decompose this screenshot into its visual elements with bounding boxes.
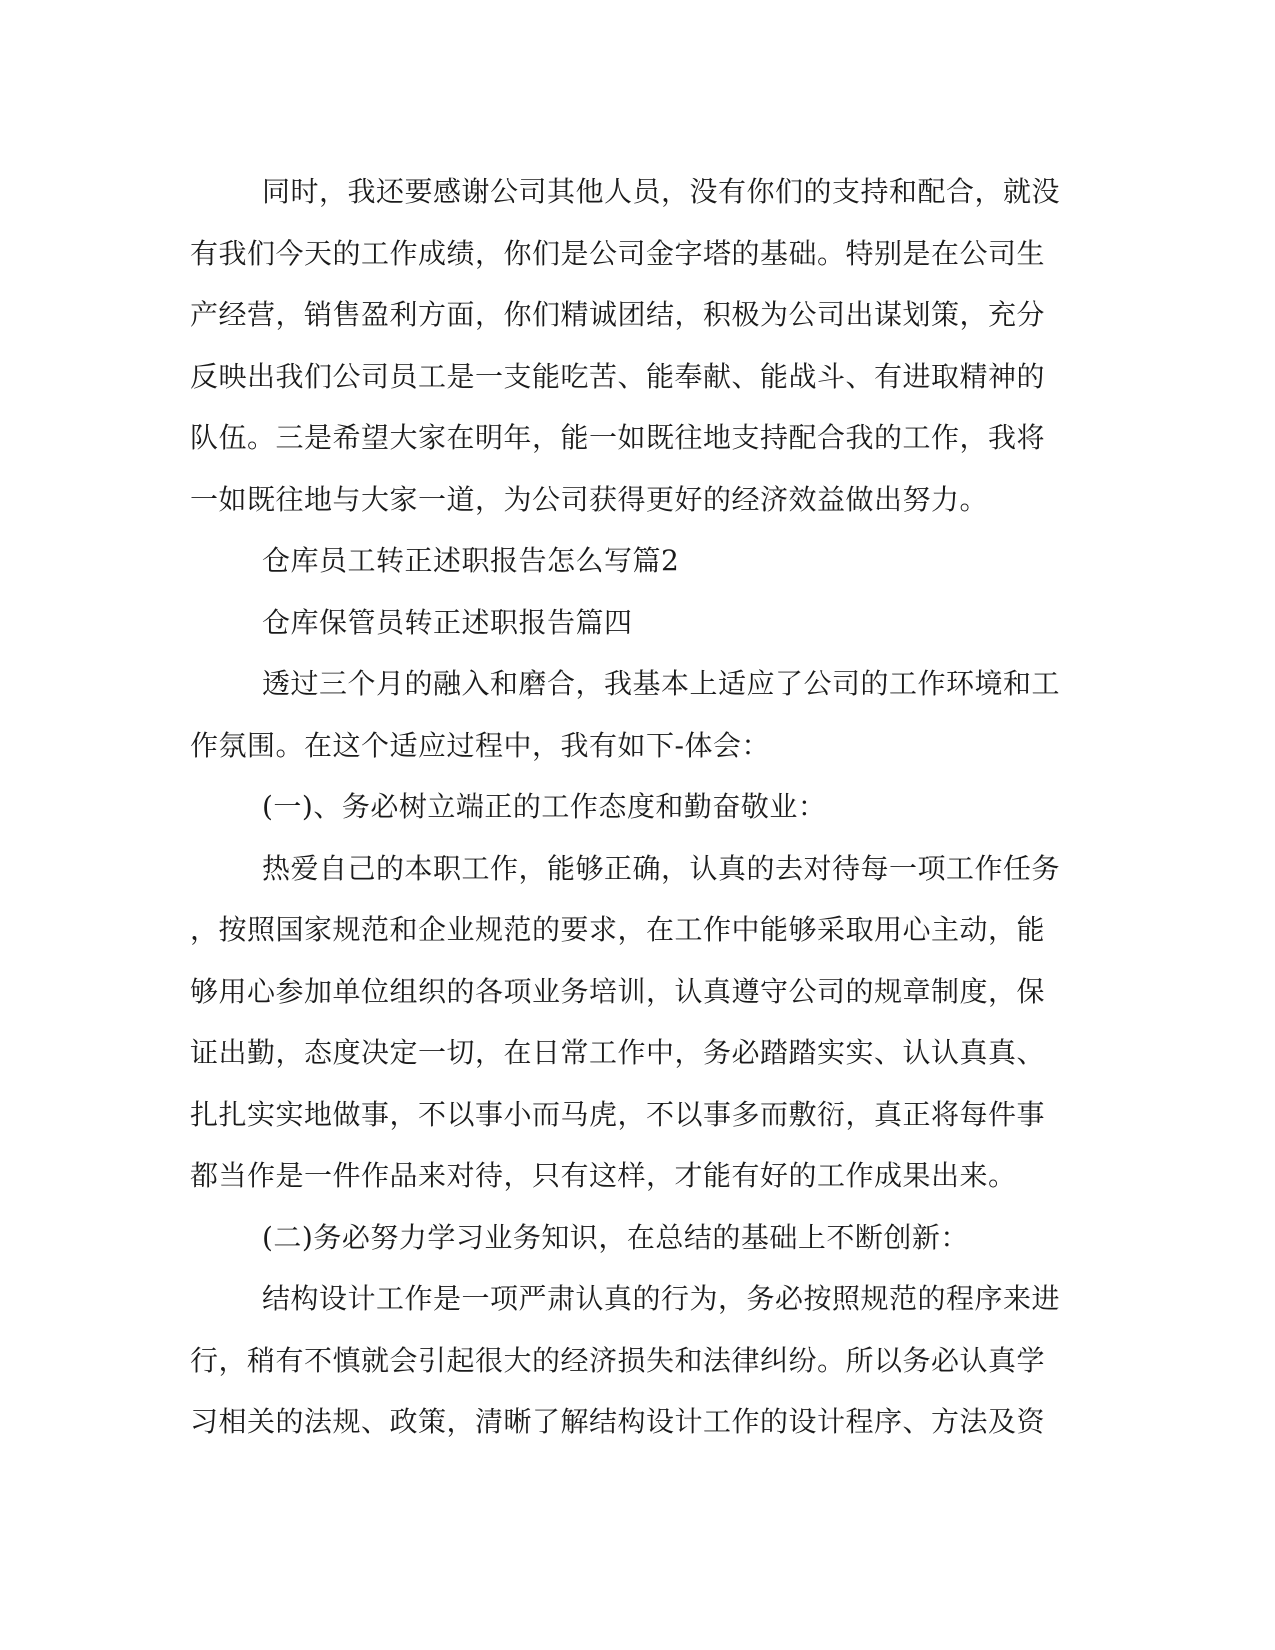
text-line: 扎扎实实地做事，不以事小而马虎，不以事多而敷衍，真正将每件事 xyxy=(190,1097,1046,1131)
text-line: 热爱自己的本职工作，能够正确，认真的去对待每一项工作任务 xyxy=(262,851,1061,885)
document-body xyxy=(190,161,1090,1453)
section-heading: 仓库保管员转正述职报告篇四 xyxy=(262,605,633,639)
text-line: 够用心参加单位组织的各项业务培训，认真遵守公司的规章制度，保 xyxy=(190,974,1046,1008)
text-line: 习相关的法规、政策，清晰了解结构设计工作的设计程序、方法及资 xyxy=(190,1405,1046,1438)
section-heading: 仓库员工转正述职报告怎么写篇2 xyxy=(262,544,680,577)
text-line: 有我们今天的工作成绩，你们是公司金字塔的基础。特别是在公司生 xyxy=(190,236,1046,270)
text-line: 产经营，销售盈利方面，你们精诚团结，积极为公司出谋划策，充分 xyxy=(190,298,1046,331)
text-line: 一如既往地与大家一道，为公司获得更好的经济效益做出努力。 xyxy=(190,482,989,516)
text-line: 都当作是一件作品来对待，只有这样，才能有好的工作成果出来。 xyxy=(190,1159,1017,1192)
text-line: ，按照国家规范和企业规范的要求，在工作中能够采取用心主动，能 xyxy=(190,913,1046,946)
text-line: 同时，我还要感谢公司其他人员，没有你们的支持和配合，就没 xyxy=(262,175,1061,208)
text-line: 队伍。三是希望大家在明年，能一如既往地支持配合我的工作，我将 xyxy=(190,421,1046,454)
text-line: 透过三个月的融入和磨合，我基本上适应了公司的工作环境和工 xyxy=(262,667,1061,700)
text-line: 证出勤，态度决定一切，在日常工作中，务必踏踏实实、认认真真、 xyxy=(190,1036,1046,1069)
text-line: 作氛围。在这个适应过程中，我有如下-体会： xyxy=(190,728,770,762)
text-line: 行，稍有不慎就会引起很大的经济损失和法律纠纷。所以务必认真学 xyxy=(190,1343,1046,1377)
subsection-heading: (一)、务必树立端正的工作态度和勤奋敬业： xyxy=(262,790,827,823)
subsection-heading: (二)务必努力学习业务知识，在总结的基础上不断创新： xyxy=(262,1220,969,1254)
text-line: 结构设计工作是一项严肃认真的行为，务必按照规范的程序来进 xyxy=(262,1282,1061,1315)
text-line: 反映出我们公司员工是一支能吃苦、能奉献、能战斗、有进取精神的 xyxy=(190,359,1046,393)
